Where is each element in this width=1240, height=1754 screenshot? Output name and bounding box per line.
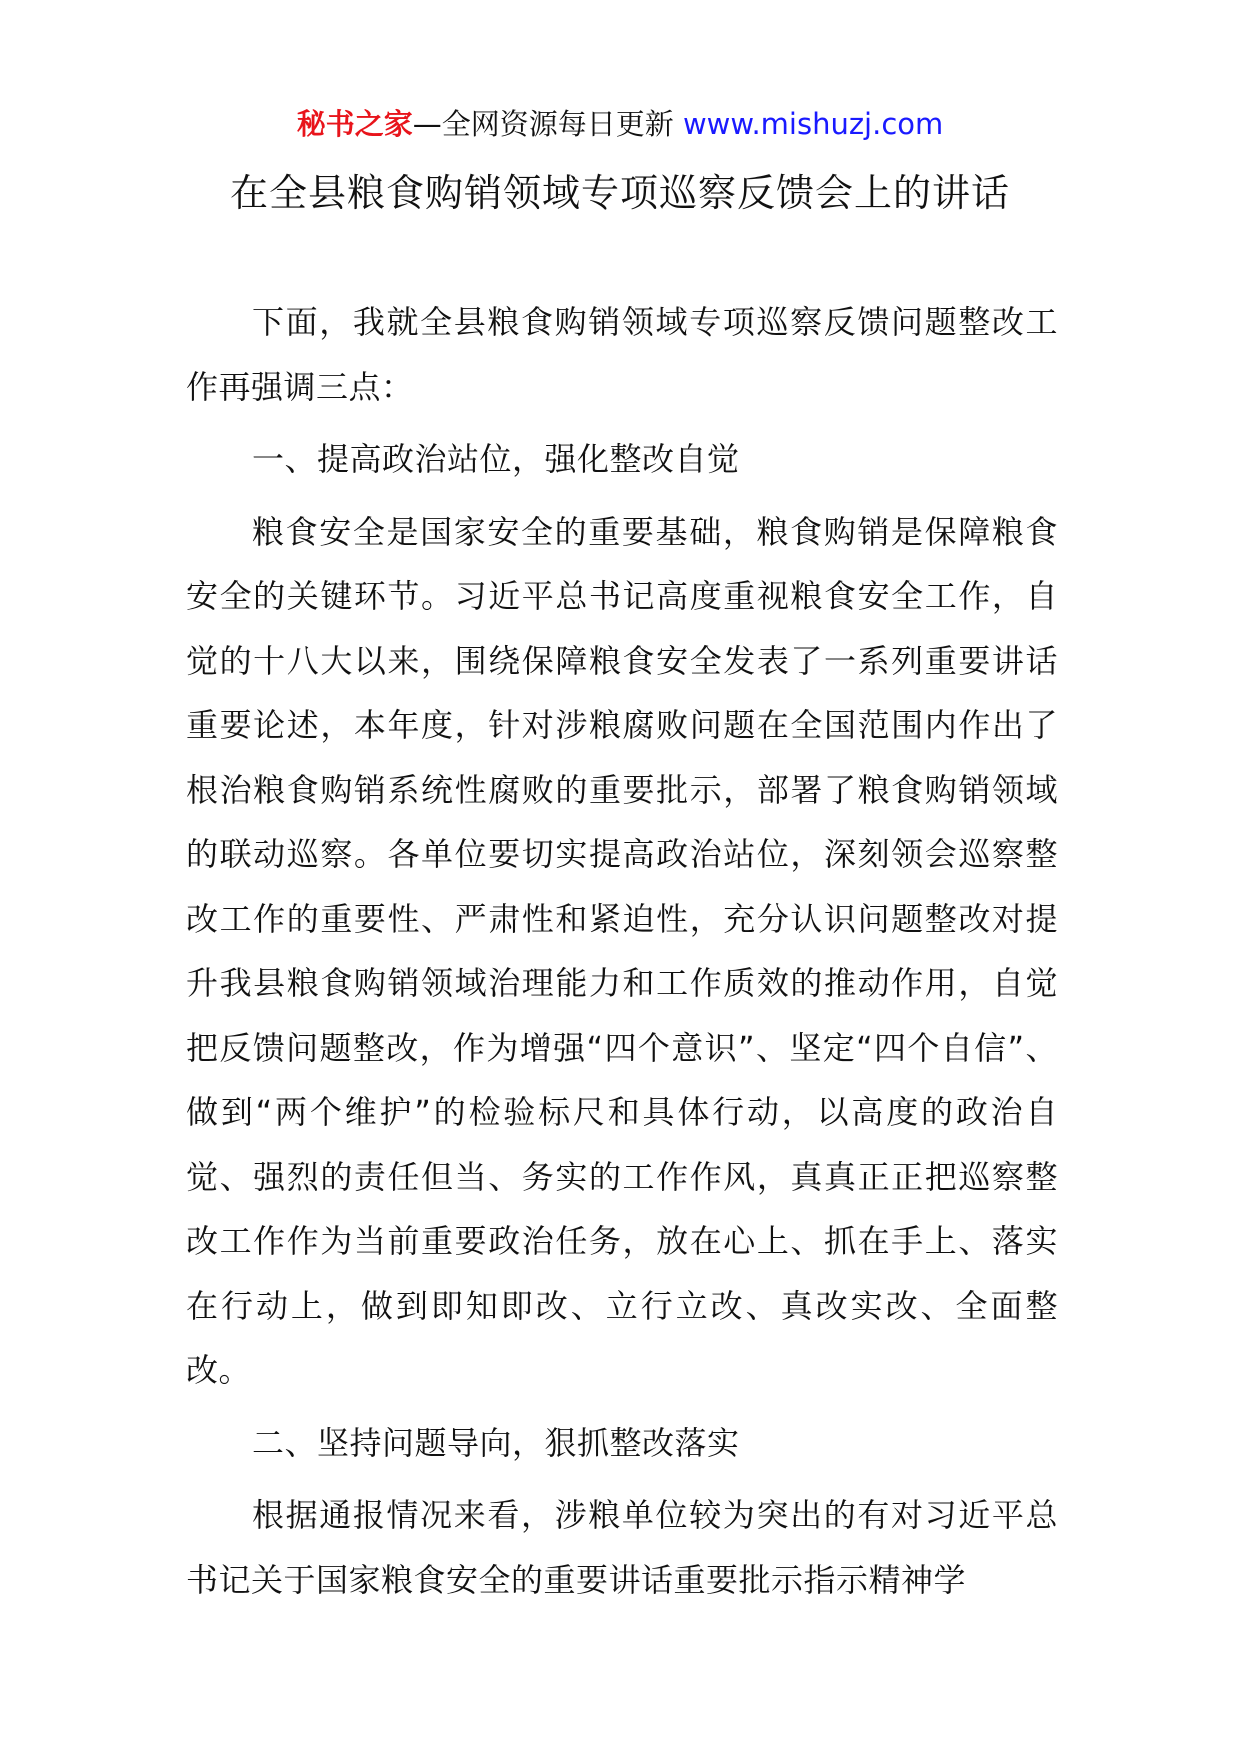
site-url-link[interactable]: www.mishuzj.com — [682, 107, 944, 141]
section-2-paragraph: 根据通报情况来看，涉粮单位较为突出的有对习近平总书记关于国家粮食安全的重要讲话重要批示指示精神学 — [186, 1496, 1058, 1599]
document-body — [186, 290, 1058, 1620]
site-brand: 秘书之家 — [296, 107, 413, 141]
section-2-heading: 二、坚持问题导向，狠抓整改落实 — [252, 1423, 740, 1462]
section-1-heading: 一、提高政治站位，强化整改自觉 — [252, 440, 740, 478]
intro-paragraph: 下面，我就全县粮食购销领域专项巡察反馈问题整改工作再强调三点： — [186, 303, 1058, 406]
section-1-paragraph: 粮食安全是国家安全的重要基础，粮食购销是保障粮食安全的关键环节。习近平总书记高度重视粮食安全工作，自觉的十八大以来，围绕保障粮食安全发表了一系列重要讲话重要论述，本年度，针对涉粮腐败问题在全国范围内作出了根治粮食购销系统性腐败的重要批示，部署了粮食购销领域的联动巡察。各单位要切实提高政治站位，深刻领会巡察整改工作的重要性、严肃性和紧迫性，充分认识问题整改对提升我县粮食购销领域治理能力和工作质效的推动作用，自觉把反馈问题整改，作为增强“四个意识”、坚定“四个自信”、做到“两个维护”的检验标尺和具体行动，以高度的政治自觉、强烈的责任但当、务实的工作作风，真真正正把巡察整改工作作为当前重要政治任务，放在心上、抓在手上、落实在行动上，做到即知即改、立行立改、真改实改、全面整改。 — [186, 512, 1058, 1389]
site-header — [0, 104, 1240, 144]
document-title: 在全县粮食购销领域专项巡察反馈会上的讲话 — [229, 171, 1010, 215]
site-tagline: —全网资源每日更新 — [412, 107, 674, 141]
